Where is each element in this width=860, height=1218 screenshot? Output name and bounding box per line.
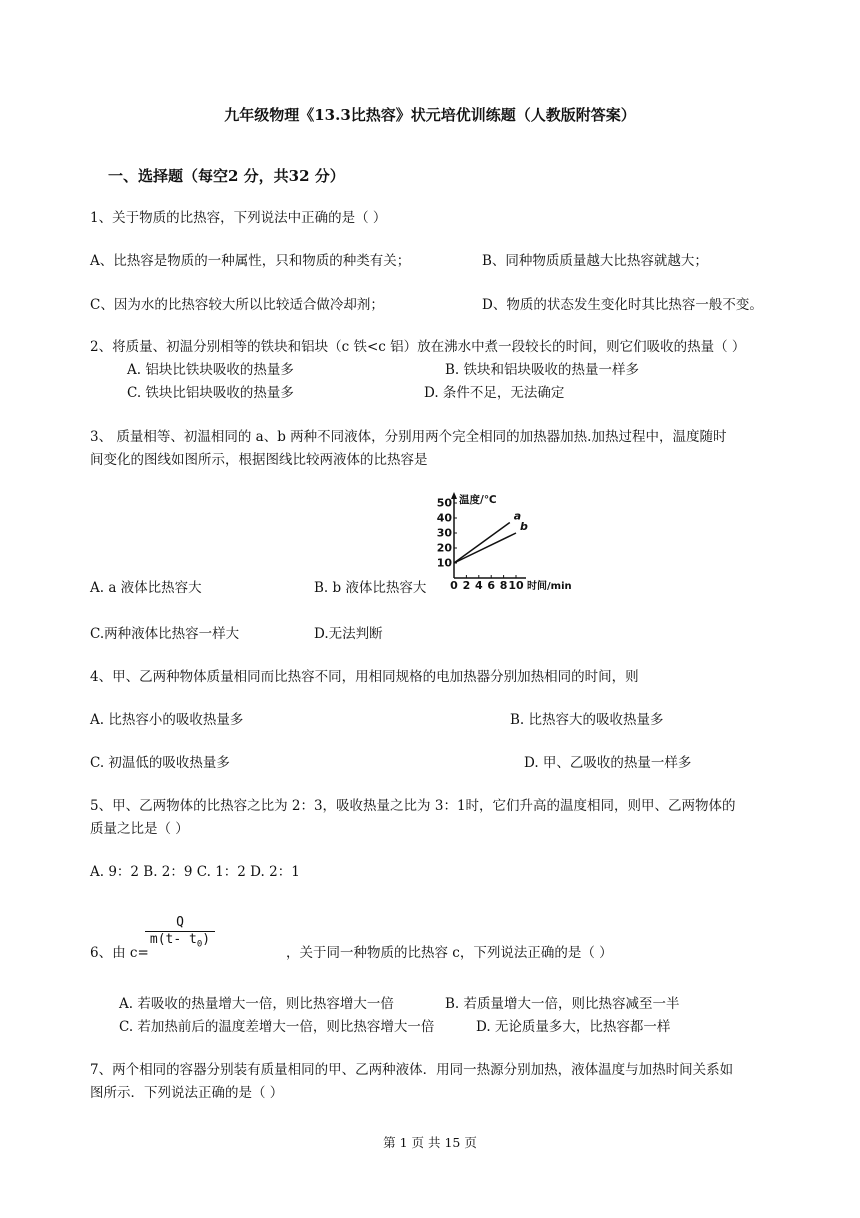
q6-prefix: 6、由 c= <box>90 945 149 961</box>
q1-option-b: B、同种物质质量越大比热容就越大； <box>482 253 708 269</box>
q6-option-c: C. 若加热前后的温度差增大一倍，则比热容增大一倍 <box>119 1019 435 1035</box>
x-tick-label-3: 6 <box>487 579 496 592</box>
y-axis-label: 温度/℃ <box>459 494 497 506</box>
q1-stem: 1、关于物质的比热容，下列说法中正确的是（ ） <box>90 210 387 226</box>
page-footer: 第 1 页 共 15 页 <box>383 1135 477 1150</box>
q2-option-a: A. 铝块比铁块吸收的热量多 <box>127 362 294 378</box>
q5-stem-line2: 质量之比是（ ） <box>90 821 189 837</box>
q4-option-b: B. 比热容大的吸收热量多 <box>510 712 664 728</box>
q2-option-c: C. 铁块比铝块吸收的热量多 <box>127 385 294 401</box>
q5-options: A. 9：2 B. 2：9 C. 1：2 D. 2：1 <box>90 864 300 880</box>
q2-option-d: D. 条件不足，无法确定 <box>424 385 565 401</box>
x-tick-label-4: 8 <box>499 579 508 592</box>
q1-option-c: C、因为水的比热容较大所以比较适合做冷却剂； <box>90 297 384 313</box>
q3-stem-line1: 3、 质量相等、初温相同的 a、b 两种不同液体，分别用两个完全相同的加热器加热.加热过程中，温度随时 <box>90 429 727 445</box>
series-label-a: a <box>513 509 522 523</box>
q1-option-a: A、比热容是物质的一种属性，只和物质的种类有关； <box>90 253 411 269</box>
y-tick-label-1: 20 <box>436 541 452 555</box>
formula-numerator: Q <box>176 915 184 930</box>
q7-stem-line1: 7、两个相同的容器分别装有质量相同的甲、乙两种液体．用同一热源分别加热，液体温度与加热时间关系如 <box>90 1062 734 1078</box>
q2-stem: 2、将质量、初温分别相等的铁块和铝块（c 铁<c 铝）放在沸水中煮一段较长的时间，则它们吸收的热量（ ） <box>90 339 746 355</box>
q1-option-d: D、物质的状态发生变化时其比热容一般不变。 <box>482 297 763 313</box>
q2-option-b: B. 铁块和铝块吸收的热量一样多 <box>445 362 640 378</box>
series-line-b <box>454 533 516 563</box>
y-tick-label-0: 10 <box>436 556 452 570</box>
q6-stem: ，关于同一种物质的比热容 c，下列说法正确的是（ ） <box>286 945 613 961</box>
x-tick-label-0: 0 <box>450 579 458 592</box>
x-tick-label-2: 4 <box>474 579 483 592</box>
q3-stem-line2: 间变化的图线如图所示，根据图线比较两液体的比热容是 <box>90 452 428 468</box>
q4-option-c: C. 初温低的吸收热量多 <box>90 755 230 771</box>
q7-stem-line2: 图所示．下列说法正确的是（ ） <box>90 1085 284 1101</box>
q3-option-b: B. b 液体比热容大 <box>314 580 427 596</box>
q4-stem: 4、甲、乙两种物体质量相同而比热容不同，用相同规格的电加热器分别加热相同的时间，则 <box>90 669 639 685</box>
y-tick-label-4: 50 <box>436 496 452 510</box>
formula-denominator: m(t- $t_0$) <box>149 932 211 950</box>
q5-stem-line1: 5、甲、乙两物体的比热容之比为 2：3，吸收热量之比为 3：1时，它们升高的温度相同，则甲、乙两物体的 <box>90 798 736 814</box>
q4-option-a: A. 比热容小的吸收热量多 <box>90 712 244 728</box>
q3-option-d: D.无法判断 <box>314 626 383 642</box>
q4-option-d: D. 甲、乙吸收的热量一样多 <box>524 755 692 771</box>
y-tick-label-2: 30 <box>436 526 452 540</box>
series-label-b: b <box>520 520 528 533</box>
q6-option-b: B. 若质量增大一倍，则比热容减至一半 <box>445 996 680 1012</box>
page-title: 九年级物理《13.3比热容》状元培优训练题（人教版附答案） <box>224 106 636 124</box>
x-axis-label: 时间/min <box>527 581 572 592</box>
x-tick-label-1: 2 <box>462 579 471 592</box>
y-tick-label-3: 40 <box>436 511 452 525</box>
q3-option-c: C.两种液体比热容一样大 <box>90 626 240 642</box>
temperature-time-chart <box>432 490 582 595</box>
specific-heat-formula <box>143 915 217 953</box>
q6-option-a: A. 若吸收的热量增大一倍，则比热容增大一倍 <box>119 996 394 1012</box>
series-line-a <box>454 523 510 564</box>
x-tick-label-5: 10 <box>508 579 524 592</box>
q6-option-d: D. 无论质量多大，比热容都一样 <box>476 1019 671 1035</box>
q3-option-a: A. a 液体比热容大 <box>90 580 202 596</box>
section-heading: 一、选择题（每空2 分，共32 分） <box>108 167 345 185</box>
